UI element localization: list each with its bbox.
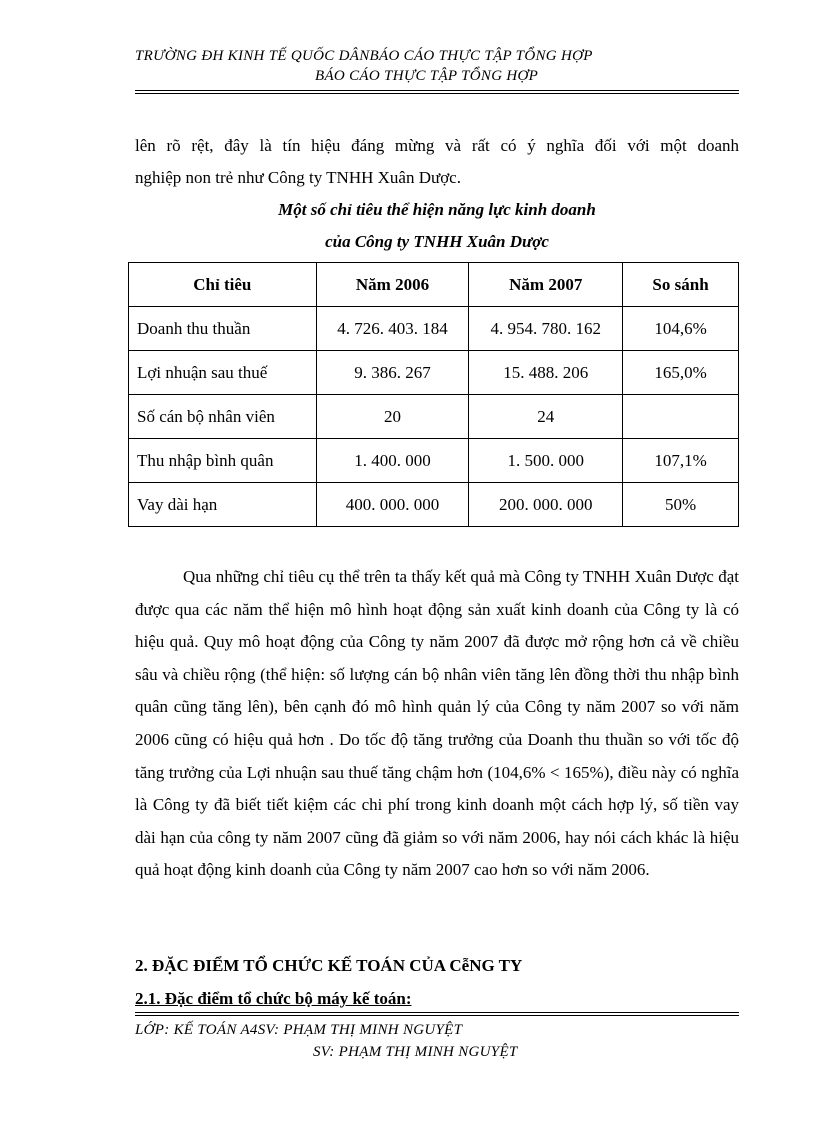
table-row	[129, 395, 739, 439]
analysis-text: Qua những chỉ tiêu cụ thể trên ta thấy kết quả mà Công ty TNHH Xuân Dược đạt được qua các năm thể hiện mô hình hoạt động sản xuất kinh doanh của Công ty là có hiệu quả. Quy mô hoạt động của Công ty năm 2007 đã được mở rộng hơn cả về chiều sâu và chiều rộng (thể hiện: số lượng cán bộ nhân viên tăng lên đồng thời thu nhập bình quân cũng tăng lên), bên cạnh đó mô hình quản lý của Công ty năm 2007 so với năm 2006 cũng có hiệu quả hơn . Do tốc độ tăng trưởng của Doanh thu thuần so với tốc độ tăng trưởng của Lợi nhuận sau thuế tăng chậm hơn (104,6% < 165%), điều này có nghĩa là Công ty đã biết tiết kiệm các chi phí trong kinh doanh một cách hợp lý, số tiền vay dài hạn của công ty năm 2007 cũng đã giảm so với năm 2006, hay nói cách khác là hiệu quả hoạt động kinh doanh của Công ty năm 2007 cao hơn so với năm 2006.	[135, 567, 739, 880]
comparison-value: 104,6%	[623, 307, 739, 351]
header-comparison: So sánh	[623, 263, 739, 307]
table-row	[129, 351, 739, 395]
value-2006: 20	[316, 395, 469, 439]
table-caption-line-1: Một số chỉ tiêu thể hiện năng lực kinh doanh	[278, 200, 596, 219]
header-rule	[135, 90, 739, 94]
value-2006: 1. 400. 000	[316, 439, 469, 483]
row-label: Vay dài hạn	[129, 483, 317, 527]
header-year-2007: Năm 2007	[469, 263, 623, 307]
value-2006: 400. 000. 000	[316, 483, 469, 527]
intro-paragraph	[135, 130, 739, 194]
analysis-paragraph	[135, 561, 739, 887]
value-2006: 4. 726. 403. 184	[316, 307, 469, 351]
value-2007: 1. 500. 000	[469, 439, 623, 483]
row-label: Thu nhập bình quân	[129, 439, 317, 483]
page-header	[135, 46, 739, 86]
comparison-value: 107,1%	[623, 439, 739, 483]
table-row	[129, 307, 739, 351]
table-row	[129, 483, 739, 527]
header-indicator: Chỉ tiêu	[129, 263, 317, 307]
row-label: Lợi nhuận sau thuế	[129, 351, 317, 395]
page-footer	[135, 1019, 739, 1063]
row-label: Số cán bộ nhân viên	[129, 395, 317, 439]
table-caption-line-2: của Công ty TNHH Xuân Dược	[325, 232, 549, 251]
subsection-heading: 2.1. Đặc điểm tổ chức bộ máy kế toán:	[135, 989, 412, 1008]
indicator-table	[128, 262, 739, 527]
value-2007: 200. 000. 000	[469, 483, 623, 527]
value-2007: 4. 954. 780. 162	[469, 307, 623, 351]
value-2006: 9. 386. 267	[316, 351, 469, 395]
comparison-value: 50%	[623, 483, 739, 527]
header-line-1: TRƯỜNG ĐH KINH TẾ QUỐC DÂNBÁO CÁO THỰC TẬP TỔNG HỢP	[135, 48, 593, 64]
table-row	[129, 439, 739, 483]
header-year-2006: Năm 2006	[316, 263, 469, 307]
value-2007: 24	[469, 395, 623, 439]
table-header-row	[129, 263, 739, 307]
footer-line-1: LỚP: KẾ TOÁN A4SV: PHẠM THỊ MINH NGUYỆT	[135, 1022, 463, 1038]
section-heading: 2. ĐẶC ĐIỂM TỔ CHỨC KẾ TOÁN CỦA CễNG TY	[135, 956, 523, 975]
header-line-2: BÁO CÁO THỰC TẬP TỔNG HỢP	[315, 68, 539, 84]
intro-line-2: nghiệp non trẻ như Công ty TNHH Xuân Dược.	[135, 168, 461, 187]
footer-line-2: SV: PHẠM THỊ MINH NGUYỆT	[313, 1044, 518, 1060]
comparison-value: 165,0%	[623, 351, 739, 395]
value-2007: 15. 488. 206	[469, 351, 623, 395]
comparison-value	[623, 395, 739, 439]
intro-line-1: lên rõ rệt, đây là tín hiệu đáng mừng và rất có ý nghĩa đối với một doanh	[135, 136, 739, 155]
row-label: Doanh thu thuần	[129, 307, 317, 351]
footer-rule	[135, 1012, 739, 1016]
